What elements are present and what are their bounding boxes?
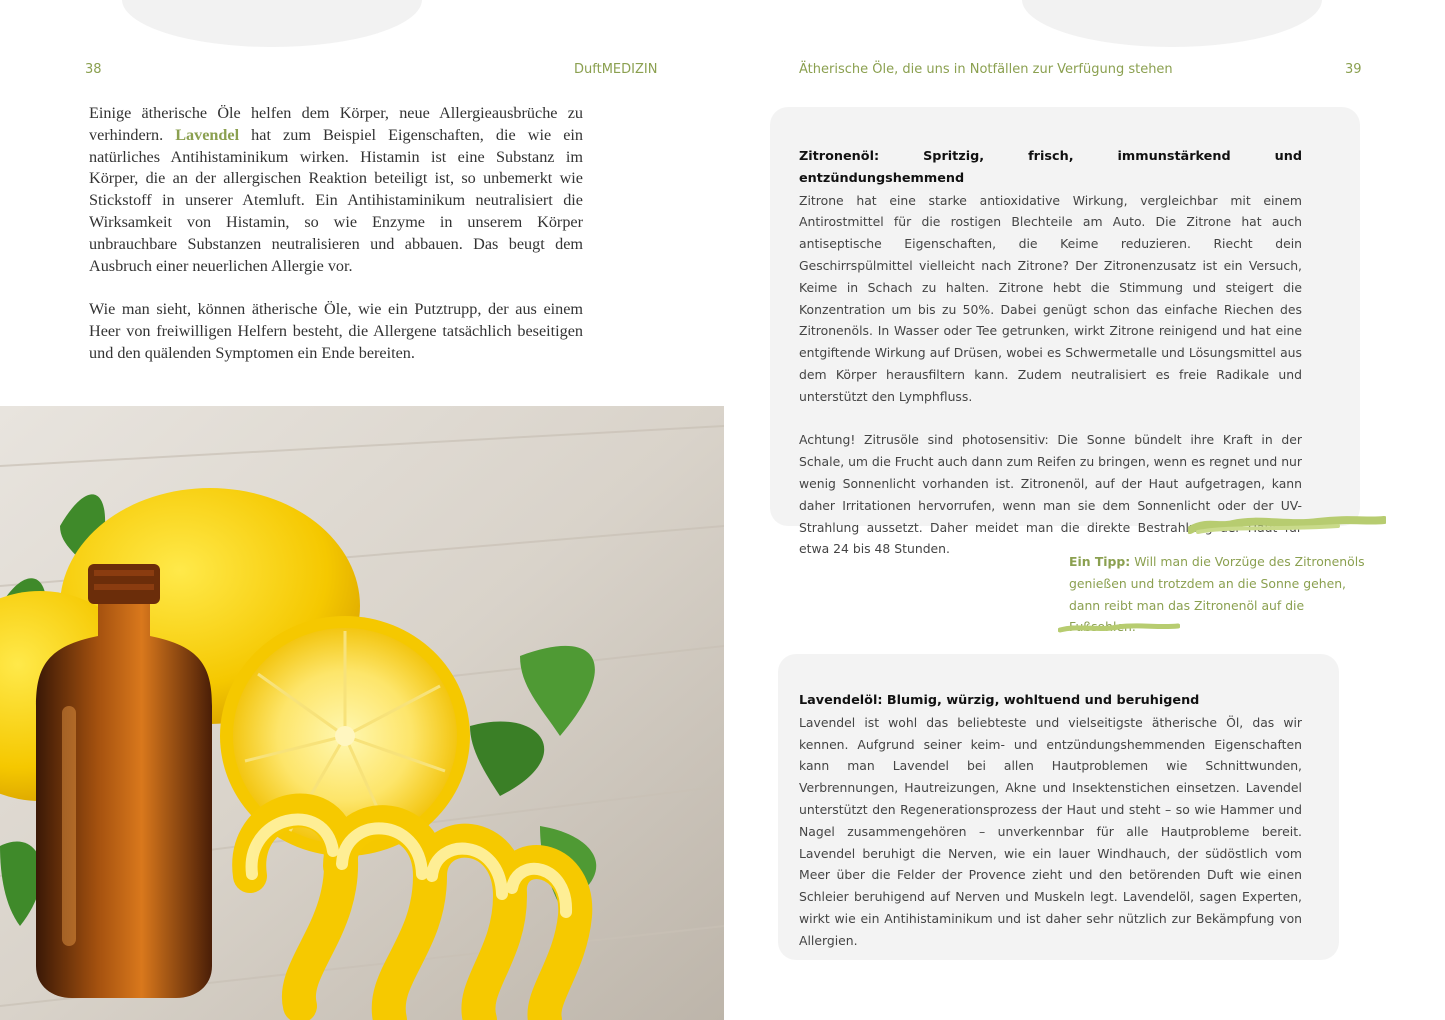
lavender-oil-box xyxy=(778,654,1339,960)
lemon-oil-paragraph-1: Zitrone hat eine starke antioxidative Wirkung, vergleichbar mit einem Antirostmittel für die rostigen Blechteile am Auto. Die Zitrone hat auch antiseptische Eigenschaften, die Keime reduzieren. Riecht dein Geschirrspülmittel vielleicht nach Zitrone? Der Zitronenzusatz ist ein Versuch, Keime in Schach zu halten. Zitrone hebt die Stimmung und steigert die Konzentration um bis zu 50%. Dabei genügt schon das einfache Riechen des Zitronenöls. In Wasser oder Tee getrunken, wirkt Zitrone reinigend und hat eine entgiftende Wirkung auf Drüsen, wobei es Schwermetalle und Lösungsmittel aus dem Körper herausfiltern kann. Zudem neutralisiert es freie Radikale und unterstützt den Lymphfluss. xyxy=(799,192,1302,404)
lavender-oil-box-content xyxy=(799,690,1302,952)
lemon-oil-illustration xyxy=(0,406,724,1020)
paragraph-text: Einige ätherische Öle helfen dem Körper, neue Allergieausbrüche zu verhindern. xyxy=(89,104,583,144)
left-body-text xyxy=(89,103,583,386)
body-paragraph-1 xyxy=(89,103,583,277)
lavender-oil-heading: Lavendelöl: Blumig, würzig, wohltuend und beruhigend xyxy=(799,693,1200,708)
brush-stroke-decoration-bottom xyxy=(1058,622,1180,634)
page-number-left: 38 xyxy=(85,62,102,77)
page-number-right: 39 xyxy=(1345,62,1362,77)
tip-label: Ein Tipp: xyxy=(1069,554,1131,569)
lemon-oil-box xyxy=(770,107,1360,557)
body-paragraph-2: Wie man sieht, können ätherische Öle, wie ein Putztrupp, der aus einem Heer von freiwilligen Helfern besteht, die Allergene tatsächlich beseitigen und den quälenden Symptomen ein Ende bereiten. xyxy=(89,300,583,362)
tip-body: Will man die Vorzüge des Zitronenöls genießen und trotzdem an die Sonne gehen, dann reibt man das Zitronenöl auf die Fußsohlen. xyxy=(1069,554,1365,635)
lemon-oil-paragraph-2: Achtung! Zitrusöle sind photosensitiv: Die Sonne bündelt ihre Kraft in der Schale, um die Frucht auch dann zum Reifen zu bringen, wenn es regnet und nur wenig Sonnenlicht vorhanden ist. Zitronenöl, auf der Haut aufgetragen, kann daher Irritationen hervorrufen, wenn man sie dem Sonnenlicht oder der UV-Strahlung aussetzt. Daher meidet man die direkte Bestrahlung der Haut für etwa 24 bis 48 Stunden. xyxy=(799,432,1302,557)
lemon-oil-heading: Zitronenöl: Spritzig, frisch, immunstärkend und entzündungshemmend xyxy=(799,149,1302,186)
running-head-right: Ätherische Öle, die uns in Notfällen zur Verfügung stehen xyxy=(799,62,1173,77)
paragraph-text: hat zum Beispiel Eigenschaften, die wie ein natürliches Antihistaminikum wirken. Histamin ist eine Substanz im Körper, die an der allergischen Reaktion beteiligt ist, so unbemerkt wie Stickstoff in unserer Atemluft. Ein Antihistaminikum neutralisiert die Wirksamkeit von Histamin, so wie Enzyme in unserem Körper unbrauchbare Substanzen neutralisieren und abbauen. Das beugt dem Ausbruch einer neuerlichen Allergie vor. xyxy=(89,125,583,275)
running-head-left: DuftMEDIZIN xyxy=(574,62,658,77)
lemon-oil-box-content xyxy=(799,146,1302,560)
highlight-lavendel: Lavendel xyxy=(175,125,240,144)
lavender-oil-paragraph-1: Lavendel ist wohl das beliebteste und vielseitigste ätherische Öl, das wir kennen. Aufgrund seiner keim- und entzündungshemmenden Eigenschaften kann man Lavendel bei allen Hautproblemen wie Schnittwunden, Verbrennungen, Hautreizungen, Akne und Insektenstichen einsetzen. Lavendel unterstützt den Regenerationsprozess der Haut und steht – so wie Hammer und Nagel zusammengehören – unverkennbar für alle Hautprobleme bereit. Lavendel beruhigt die Nerven, wie ein lauer Windhauch, der südöstlich vom Meer über die Felder der Provence zieht und den betörenden Duft wie einen Schleier beruhigend auf Nerven und Muskeln legt. Lavendelöl, sagen Experten, wirkt wie ein Antihistaminikum und ist daher sehr nützlich zur Bekämpfung von Allergien. xyxy=(799,714,1302,948)
lemon-oil-photo xyxy=(0,406,724,1020)
decorative-blob-right xyxy=(1022,0,1322,47)
decorative-blob-left xyxy=(122,0,422,47)
brush-stroke-decoration-top xyxy=(1188,514,1386,536)
